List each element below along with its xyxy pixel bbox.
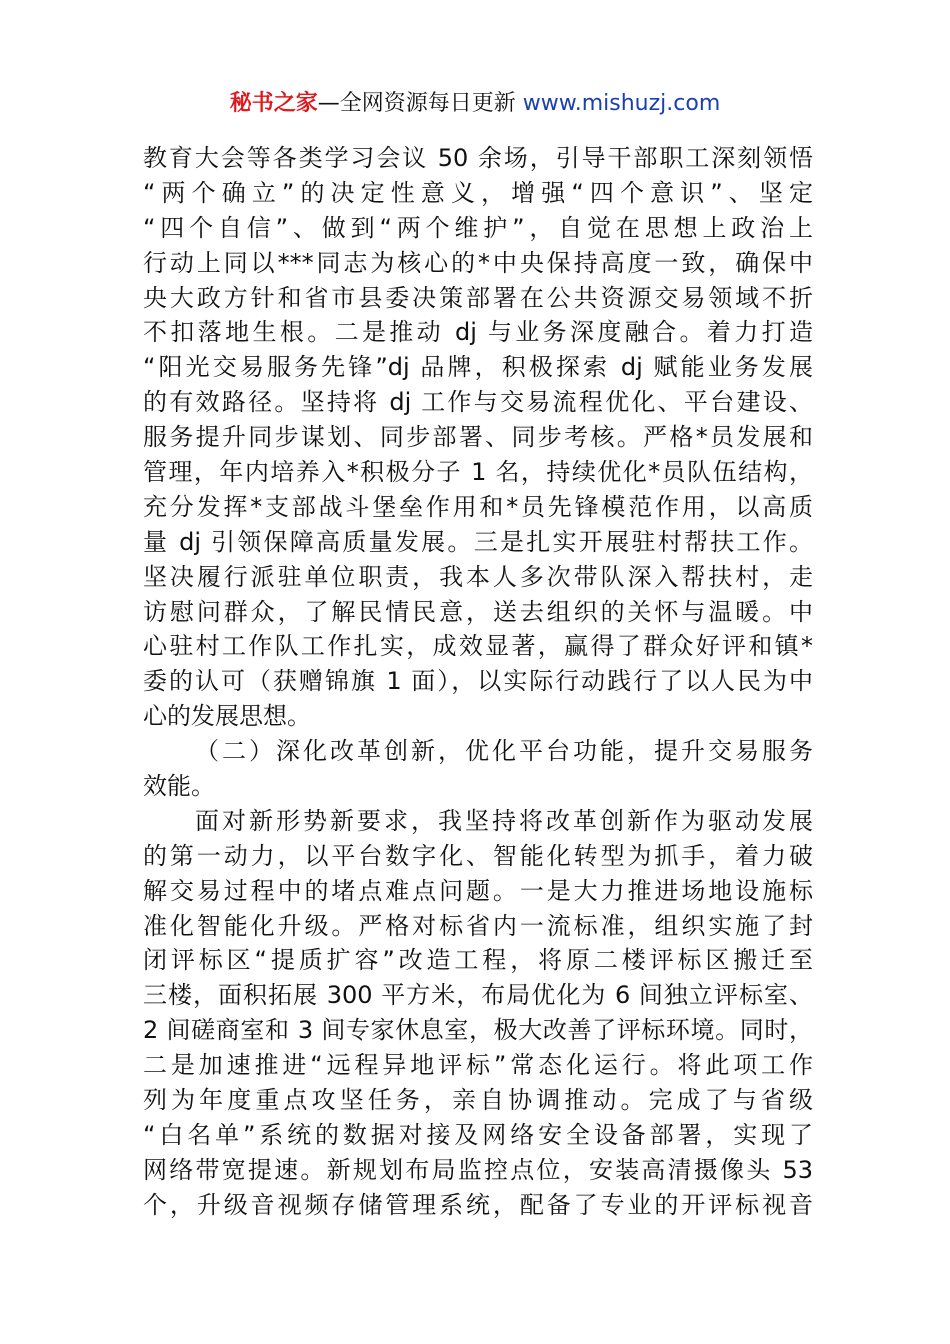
text-line: “白名单”系统的数据对接及网络安全设备部署，实现了: [143, 1120, 813, 1149]
text-line: 三楼，面积拓展 300 平方米，布局优化为 6 间独立评标室、: [143, 981, 813, 1010]
text-line: 2 间磋商室和 3 间专家休息室，极大改善了评标环境。同时，: [143, 1016, 813, 1045]
text-line: 量 dj 引领保障高质量发展。三是扎实开展驻村帮扶工作。: [143, 527, 813, 556]
text-line: 心驻村工作队工作扎实，成效显著，赢得了群众好评和镇*: [143, 632, 813, 661]
text-line: 服务提升同步谋划、同步部署、同步考核。严格*员发展和: [143, 423, 813, 452]
text-line: 坚决履行派驻单位职责，我本人多次带队深入帮扶村，走: [143, 562, 813, 591]
text-line: 央大政方针和省市县委决策部署在公共资源交易领域不折: [143, 283, 813, 312]
text-line: 网络带宽提速。新规划布局监控点位，安装高清摄像头 53: [143, 1155, 813, 1184]
text-line: 访慰问群众，了解民情民意，送去组织的关怀与温暖。中: [143, 597, 813, 626]
text-line: 管理，年内培养入*积极分子 1 名，持续优化*员队伍结构，: [143, 458, 813, 487]
header-tagline: —全网资源每日更新: [317, 91, 523, 116]
site-url-link[interactable]: www.mishuzj.com: [522, 91, 721, 116]
text-line: 充分发挥*支部战斗堡垒作用和*员先锋模范作用，以高质: [143, 492, 813, 521]
brand-name: 秘书之家: [229, 91, 318, 116]
text-line: “阳光交易服务先锋”dj 品牌，积极探索 dj 赋能业务发展: [143, 353, 813, 382]
section-heading: （二）深化改革创新，优化平台功能，提升交易服务: [195, 737, 813, 766]
text-line: 准化智能化升级。严格对标省内一流标准，组织实施了封: [143, 911, 813, 940]
text-line: 闭评标区“提质扩容”改造工程，将原二楼评标区搬迁至: [143, 946, 813, 975]
text-line: 的有效路径。坚持将 dj 工作与交易流程优化、平台建设、: [143, 388, 813, 417]
text-line: 二是加速推进“远程异地评标”常态化运行。将此项工作: [143, 1051, 813, 1080]
text-line: 教育大会等各类学习会议 50 余场，引导干部职工深刻领悟: [143, 144, 813, 172]
text-line: 列为年度重点攻坚任务，亲自协调推动。完成了与省级: [143, 1086, 813, 1115]
text-line: 心的发展思想。: [143, 702, 311, 731]
section-heading-end: 效能。: [143, 772, 215, 801]
document-body: [143, 141, 813, 1223]
text-line: 个，升级音视频存储管理系统，配备了专业的开评标视音: [143, 1190, 813, 1219]
text-line: “四个自信”、做到“两个维护”，自觉在思想上政治上: [143, 213, 813, 242]
paragraph-start: 面对新形势新要求，我坚持将改革创新作为驱动发展: [195, 806, 813, 835]
text-line: 的第一动力，以平台数字化、智能化转型为抓手，着力破: [143, 841, 813, 870]
text-line: 解交易过程中的堵点难点问题。一是大力推进场地设施标: [143, 876, 813, 905]
text-line: 不扣落地生根。二是推动 dj 与业务深度融合。着力打造: [143, 318, 813, 347]
text-line: 委的认可（获赠锦旗 1 面），以实际行动践行了以人民为中: [143, 667, 813, 696]
text-line: “两个确立”的决定性意义，增强“四个意识”、坚定: [143, 178, 813, 207]
page-header: [0, 88, 950, 120]
text-line: 行动上同以***同志为核心的*中央保持高度一致，确保中: [143, 248, 813, 277]
